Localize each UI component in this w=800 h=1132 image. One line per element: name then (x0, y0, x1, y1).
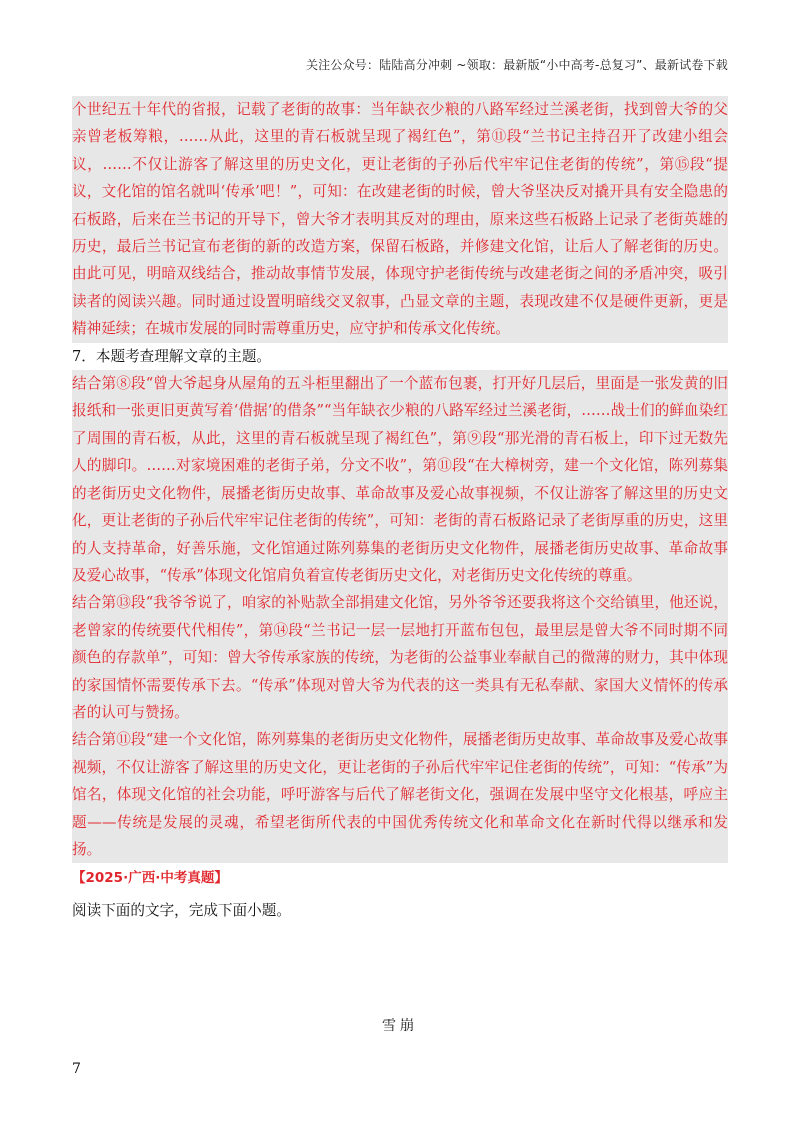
page-number: 7 (72, 1061, 81, 1077)
explanation-paragraph-3: 结合第⑪段“建一个文化馆，陈列募集的老街历史文化物件，展播老街历史故事、革命故事及爱心故事视频，不仅让游客了解这里的历史文化，更让老街的子孙后代牢牢记住老街的传统”，可知：“传承”为馆名，体现文化馆的社会功能，呼吁游客与后代了解老街文化，强调在发展中坚守文化根基，呼应主题——传统是发展的灵魂，希望老街所代表的中国优秀传统文化和革命文化在新时代得以继承和发扬。 (72, 731, 728, 858)
article-title: 雪崩 (382, 1018, 418, 1034)
question-7-explanation (72, 370, 728, 863)
source-tag: 【2025·广西·中考真题】 (72, 870, 228, 887)
explanation-paragraph-1: 结合第⑧段“曾大爷起身从屋角的五斗柜里翻出了一个蓝布包裹，打开好几层后，里面是一张发黄的旧报纸和一张更旧更黄写着‘借据’的借条”“当年缺衣少粮的八路军经过兰溪老街，……战士们的鲜血染红了周围的青石板，从此，这里的青石板就呈现了褐红色”，第⑨段“那光滑的青石板上，印下过无数先人的脚印。……对家境困难的老街子弟，分文不收”，第⑪段“在大樟树旁，建一个文化馆，陈列募集的老街历史文化物件，展播老街历史故事、革命故事及爱心故事视频，不仅让游客了解这里的历史文化，更让老街的子孙后代牢牢记住老街的传统”，可知：老街的青石板路记录了老街厚重的历史，这里的人支持革命，好善乐施，文化馆通过陈列募集的老街历史文化物件，展播老街历史故事、革命故事及爱心故事，“传承”体现文化馆肩负着宣传老街历史文化，对老街历史文化传统的尊重。 (72, 375, 729, 584)
reading-instruction: 阅读下面的文字，完成下面小题。 (72, 901, 291, 919)
answer-explanation-block (72, 96, 728, 343)
explanation-paragraph-2: 结合第⑬段“我爷爷说了，咱家的补贴款全部捐建文化馆，另外爷爷还要我将这个交给镇里，他还说，老曾家的传统要代代相传”，第⑭段“兰书记一层一层地打开蓝布包包，最里层是曾大爷不同时期不同颜色的存款单”，可知：曾大爷传承家族的传统，为老街的公益事业奉献自己的微薄的财力，其中体现的家国情怀需要传承下去。“传承”体现对曾大爷为代表的这一类具有无私奉献、家国大义情怀的传承者的认可与赞扬。 (72, 594, 728, 721)
question-7-title: 7．本题考查理解文章的主题。 (72, 347, 272, 365)
page-header: 关注公众号：陆陆高分冲刺 ~领取：最新版“小中高考-总复习”、最新试卷下载 (305, 58, 728, 72)
continued-paragraph: 个世纪五十年代的省报，记载了老街的故事：当年缺衣少粮的八路军经过兰溪老街，找到曾大爷的父亲曾老板筹粮，……从此，这里的青石板就呈现了褐红色”，第⑪段“兰书记主持召开了改建小组会议，……不仅让游客了解这里的历史文化，更让老街的子孙后代牢牢记住老街的传统”，第⑮段“提议，文化馆的馆名就叫‘传承’吧！”，可知：在改建老街的时候，曾大爷坚决反对撬开具有安全隐患的石板路，后来在兰书记的开导下，曾大爷才表明其反对的理由，原来这些石板路上记录了老街英雄的历史，最后兰书记宣布老街的新的改造方案，保留石板路，并修建文化馆，让后人了解老街的历史。由此可见，明暗双线结合，推动故事情节发展，体现守护老街传统与改建老街之间的矛盾冲突，吸引读者的阅读兴趣。同时通过设置明暗线交叉叙事，凸显文章的主题，表现改建不仅是硬件更新，更是精神延续；在城市发展的同时需尊重历史，应守护和传承文化传统。 (72, 101, 728, 338)
page-content (72, 96, 728, 924)
